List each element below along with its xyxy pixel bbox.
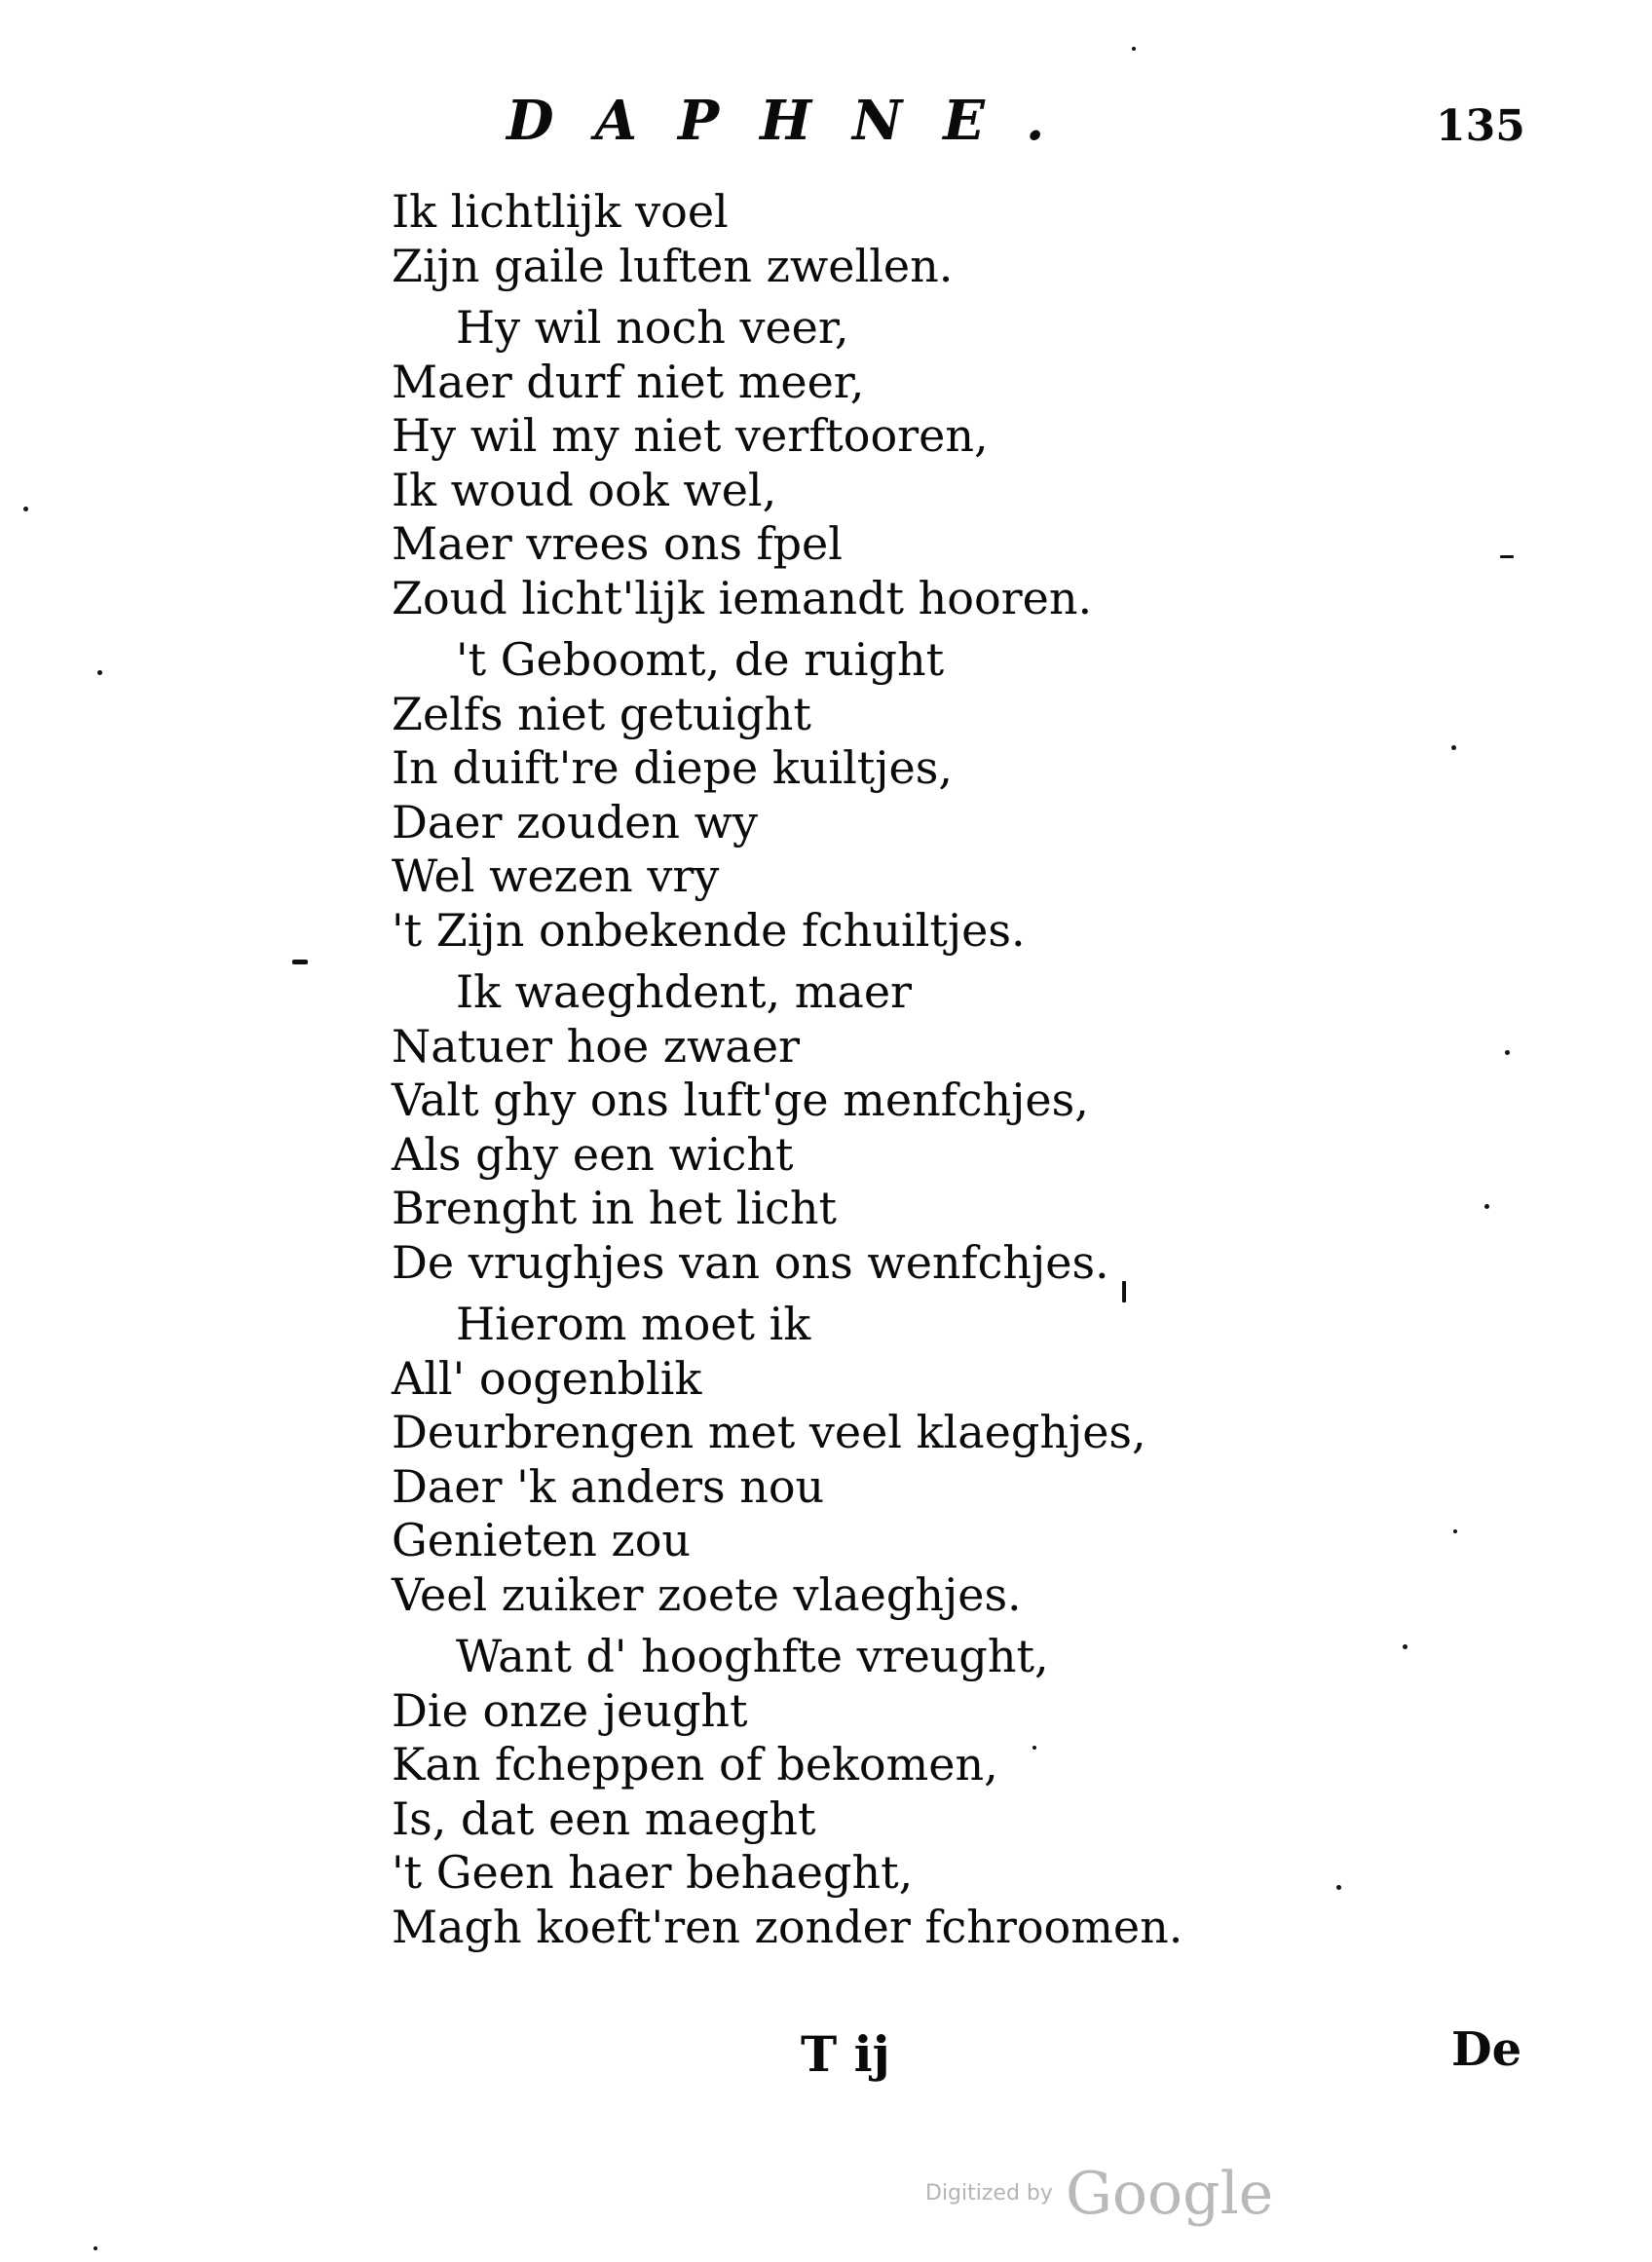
verse-line: Ik waeghdent, maer — [456, 965, 913, 1018]
catchword: De — [1451, 2022, 1522, 2077]
verse-line: Valt ghy ons luft'ge menfchjes, — [392, 1074, 1089, 1126]
verse-line: 't Zijn onbekende fchuiltjes. — [392, 903, 1026, 957]
verse-line: Ik woud ook wel, — [392, 463, 777, 516]
stanza — [392, 185, 1268, 293]
verse-line: Maer durf niet meer, — [392, 355, 865, 408]
running-title: DAPHNE. — [507, 89, 1086, 153]
stanza — [392, 633, 1268, 958]
signature-mark: T ij — [801, 2025, 890, 2083]
stanza — [392, 301, 1268, 625]
verse-line: Brenght in het licht — [392, 1182, 838, 1234]
stanza — [392, 1630, 1268, 1954]
dust-speck — [97, 670, 102, 675]
verse-line: 't Geen haer behaeght, — [392, 1846, 914, 1899]
verse-line: 't Geboomt, de ruight — [456, 633, 945, 686]
page-number: 135 — [1436, 101, 1525, 151]
verse-line: Is, dat een maeght — [392, 1791, 816, 1845]
verse-line: Hy wil my niet verftooren, — [392, 409, 989, 462]
verse-line: Genieten zou — [392, 1514, 692, 1566]
verse-line: All' oogenblik — [392, 1351, 702, 1405]
dust-speck — [1500, 555, 1514, 558]
dust-speck — [1451, 745, 1456, 750]
verse-line: Magh koeft'ren zonder fchroomen. — [392, 1900, 1183, 1953]
verse-line: Deurbrengen met veel klaeghjes, — [392, 1406, 1146, 1458]
dust-speck — [23, 507, 28, 511]
verse-line: Zoud licht'lijk iemandt hooren. — [392, 571, 1093, 624]
watermark-prefix: Digitized by — [925, 2181, 1053, 2205]
verse-line: Daer zouden wy — [392, 795, 758, 848]
verse-line: Maer vrees ons fpel — [392, 517, 843, 570]
dust-speck — [1032, 1746, 1036, 1750]
verse-line: Die onze jeught — [392, 1683, 748, 1737]
dust-speck — [94, 2246, 97, 2250]
google-logo: Google — [1066, 2160, 1274, 2228]
dust-speck — [1336, 1885, 1341, 1890]
dust-speck — [1403, 1644, 1408, 1649]
verse-line: Kan fcheppen of bekomen, — [392, 1738, 998, 1791]
verse-line: Daer 'k anders nou — [392, 1459, 825, 1513]
digitization-watermark — [925, 2160, 1274, 2228]
verse-line: Als ghy een wicht — [392, 1127, 794, 1181]
verse-line: Hy wil noch veer, — [456, 301, 849, 354]
verse-line: De vrughjes van ons wenfchjes. — [392, 1235, 1109, 1289]
verse-line: Wel wezen vry — [392, 849, 720, 902]
verse-line: Want d' hooghfte vreught, — [456, 1630, 1049, 1682]
verse-line: In duift're diepe kuiltjes, — [392, 741, 953, 794]
dust-speck — [1132, 47, 1136, 51]
dust-speck — [1505, 1050, 1510, 1055]
dust-speck — [292, 960, 308, 964]
verse-line: Natuer hoe zwaer — [392, 1019, 801, 1073]
verse-line: Veel zuiker zoete vlaeghjes. — [392, 1567, 1022, 1621]
verse-line: Zelfs niet getuight — [392, 687, 811, 740]
dust-speck — [1453, 1529, 1457, 1533]
verse-line: Ik lichtlijk voel — [392, 185, 729, 238]
poem — [392, 185, 1268, 1962]
dust-speck — [1122, 1281, 1126, 1302]
stanza — [392, 1298, 1268, 1622]
stanza — [392, 965, 1268, 1290]
verse-line: Zijn gaile luften zwellen. — [392, 239, 954, 292]
verse-line: Hierom moet ik — [456, 1298, 811, 1350]
dust-speck — [1484, 1204, 1489, 1209]
